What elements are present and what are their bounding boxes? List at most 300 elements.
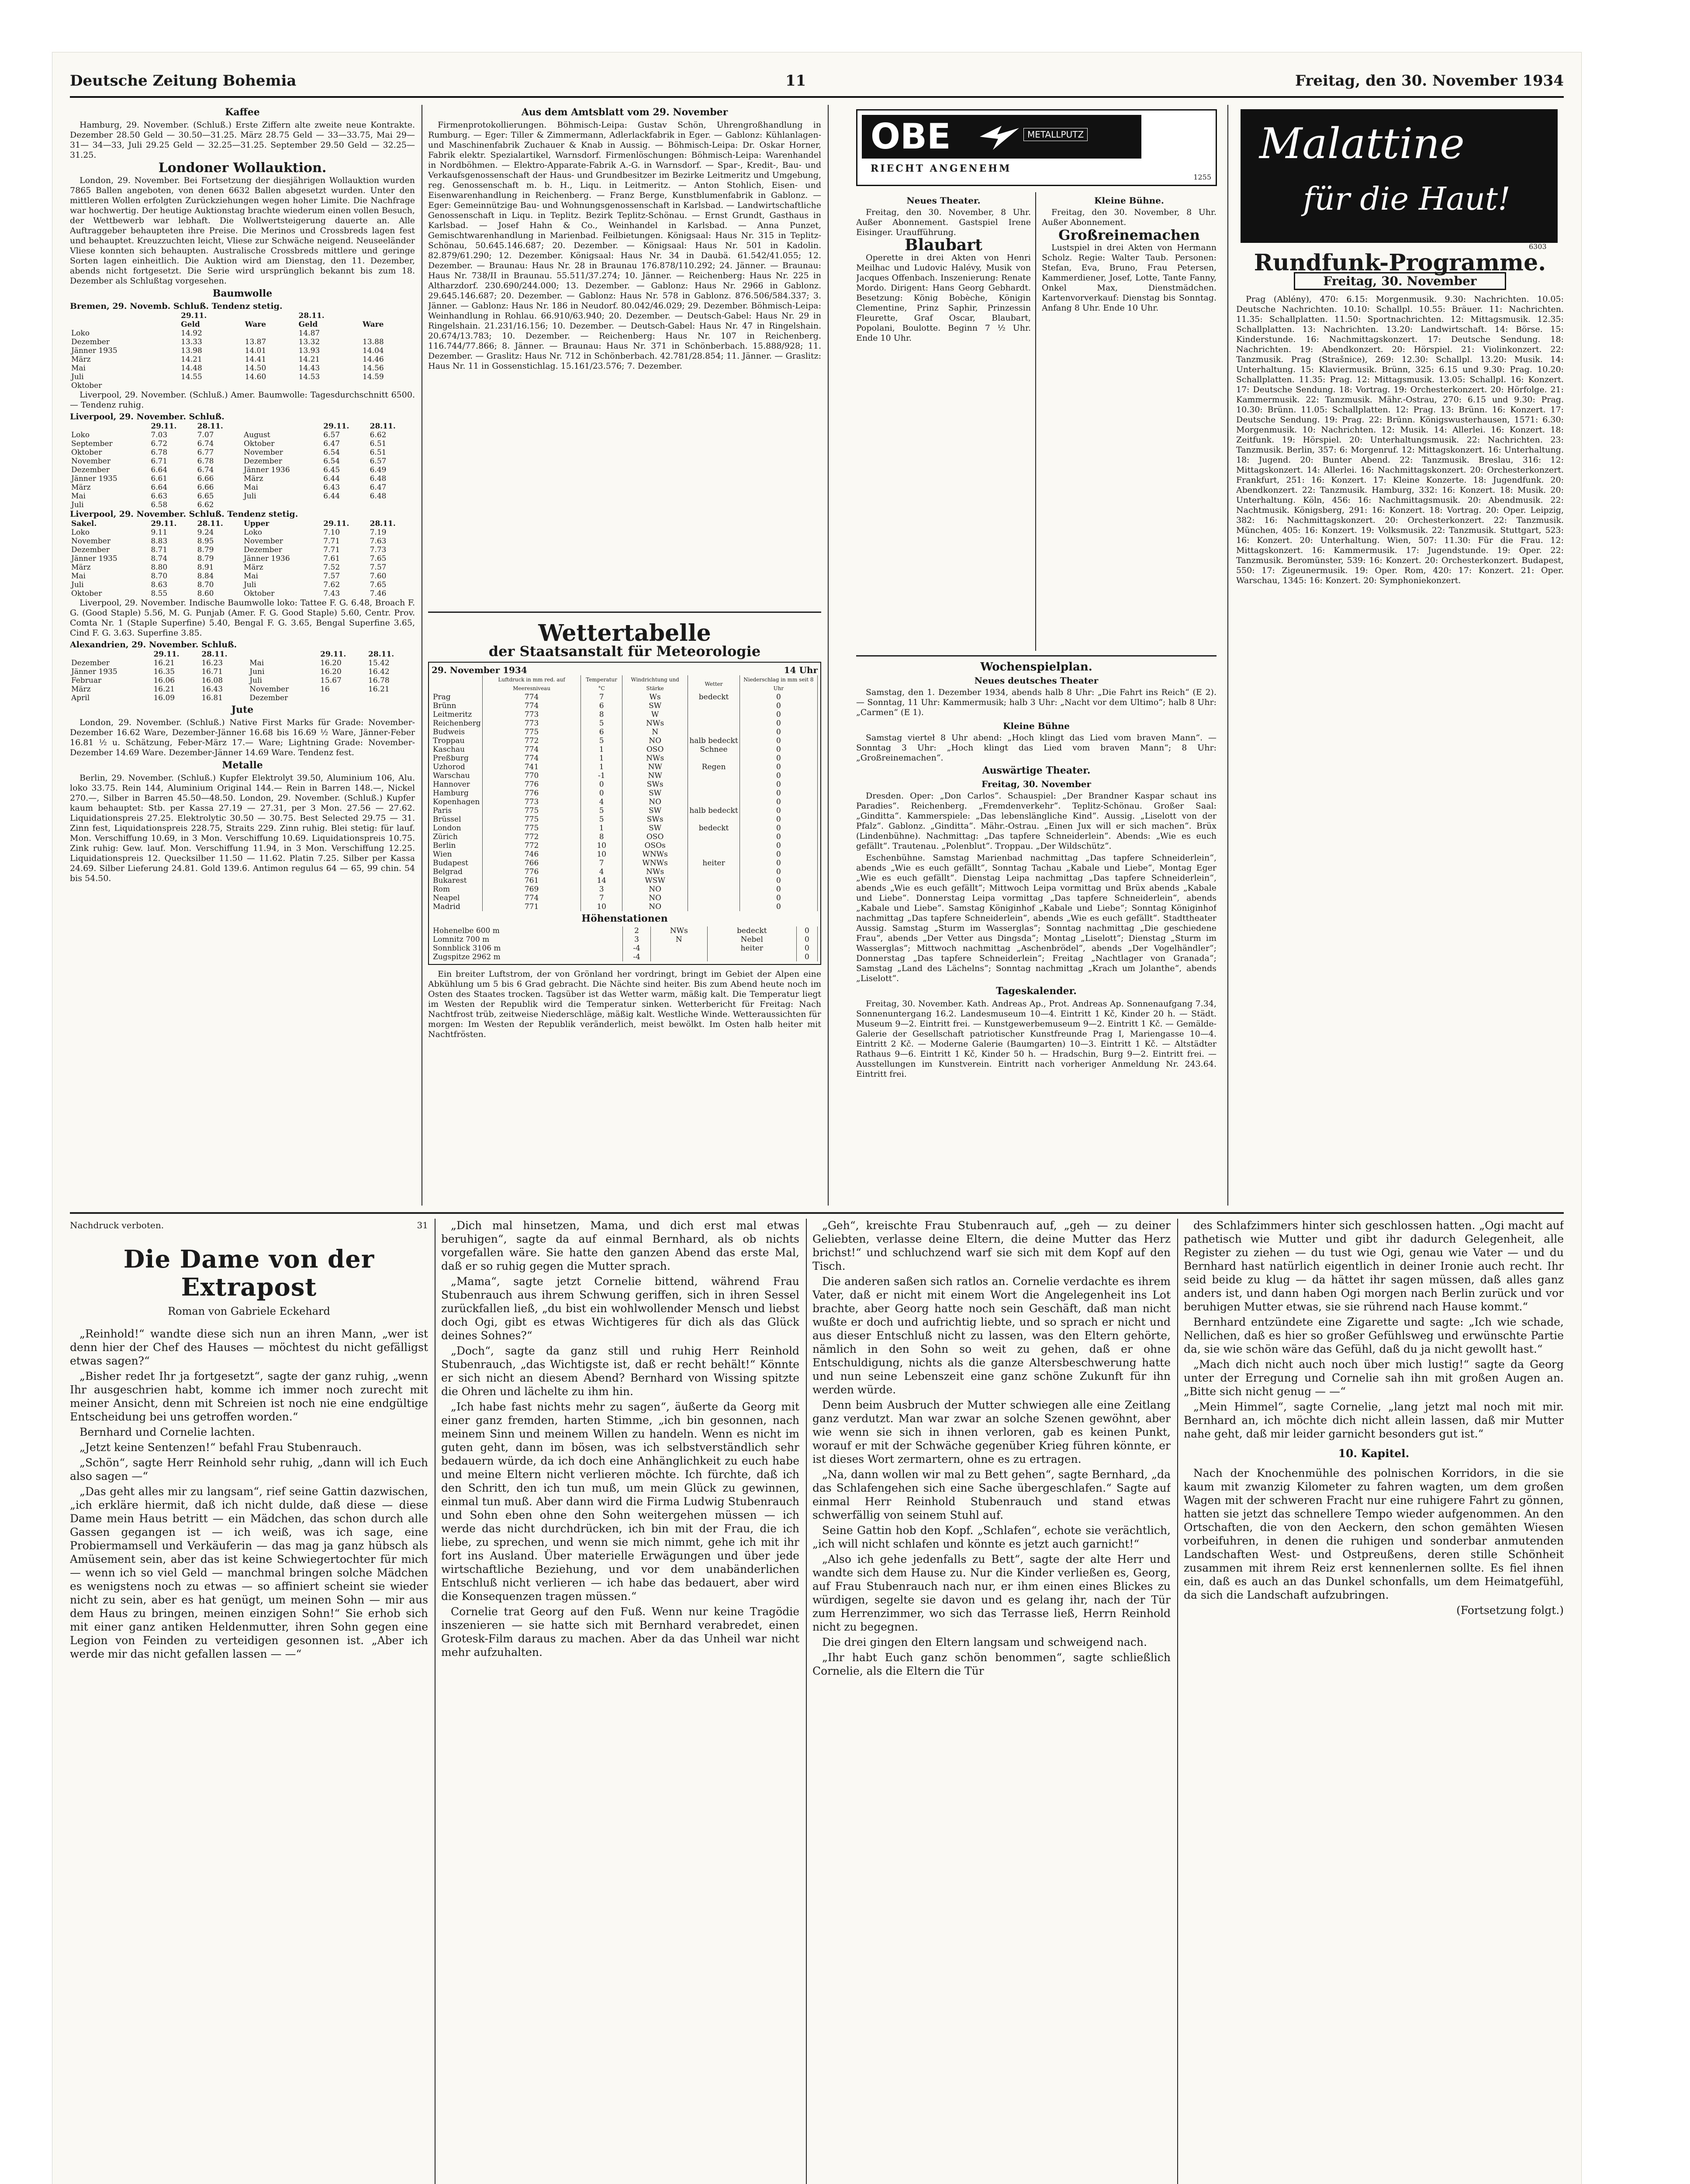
table-cell: November	[71, 537, 111, 546]
table-cell: 8.79	[197, 546, 214, 554]
table-row	[432, 885, 818, 894]
table-cell	[248, 650, 319, 659]
table-cell: 766	[482, 859, 581, 867]
amtsblatt-column	[428, 105, 821, 607]
table-row	[432, 841, 818, 850]
novel-paragraph: Die anderen saßen sich ratlos an. Cornelie verdachte es ihrem Vater, daß er nicht mit einem Wort die Angelegenheit ins Lot brachte, aber Georg hatte noch sein Geschäft, daß man nicht wußte er doch und aufrichtig liebte, und so sprach er nicht und aus dieser Entschluß nicht zu lassen, was den Eltern gehörte, nämlich in den Sohn so weit zu gehen, daß er ohne Entschuldigung, nichts als die ganze Altersbeschwerung hatte und nun seine Lebenszeit eine ganz schöne Zukunft für ihn werden würde.	[812, 1275, 1171, 1396]
table-cell: Brüssel	[432, 815, 482, 824]
table-cell: OSOs	[622, 841, 688, 850]
table-row	[70, 457, 415, 466]
table-cell: 741	[482, 763, 581, 771]
table-cell: 774	[482, 745, 581, 754]
table-row	[70, 448, 415, 457]
table-row	[432, 894, 818, 902]
table-row	[70, 659, 415, 667]
table-cell: 16.09	[153, 694, 175, 702]
table-row	[70, 572, 415, 581]
table-cell: März	[71, 685, 91, 694]
kleine-buehne-title: Kleine Bühne.	[1094, 195, 1164, 206]
table-row	[70, 439, 415, 448]
table-cell: Ware	[245, 320, 266, 329]
table-cell: 6.78	[151, 448, 168, 457]
table-row	[432, 745, 818, 754]
table-cell: Hannover	[432, 780, 482, 789]
table-cell: 6.58	[151, 501, 168, 509]
table-cell: 6.72	[151, 439, 168, 448]
table-cell: März	[243, 474, 263, 483]
table-cell: Februar	[71, 676, 102, 685]
table-cell	[688, 771, 740, 780]
table-cell: Mai	[243, 483, 258, 492]
table-row	[432, 815, 818, 824]
table-cell	[369, 501, 415, 509]
page-header	[70, 66, 1564, 98]
obe-code: 1255	[1193, 173, 1211, 181]
table-header-row	[70, 422, 415, 431]
table-cell: 7.73	[370, 546, 387, 554]
novel-paragraph: „Doch“, sagte da ganz still und ruhig Herr Reinhold Stubenrauch, „das Wichtigste ist, daß er recht behält!“ Könnte er sich nicht an diesem Abend? Bernhard von Wissing spitzte die Ohren und lächelte zu ihm hin.	[441, 1344, 799, 1398]
tageskalender-title: Tageskalender.	[996, 985, 1077, 997]
table-cell: 6.48	[370, 492, 387, 501]
liverpool-2-table	[70, 422, 415, 509]
table-cell: Juli	[249, 676, 262, 685]
column-rule	[1177, 1219, 1178, 2184]
table-cell: Jänner 1935	[71, 474, 118, 483]
table-cell: 28.11.	[298, 311, 325, 320]
table-cell: Ws	[622, 693, 688, 702]
table-cell: Paris	[432, 806, 482, 815]
table-cell: 7.57	[323, 572, 340, 581]
hoehen-table	[432, 926, 818, 961]
table-cell: heiter	[707, 944, 796, 953]
table-header-row	[70, 320, 415, 329]
wolle-title: Londoner Wollauktion.	[158, 160, 327, 176]
table-cell: 775	[482, 815, 581, 824]
table-cell: Hamburg	[432, 789, 482, 798]
table-cell: 16.20	[320, 667, 342, 676]
table-cell: 0	[740, 841, 817, 850]
table-cell: Oktober	[243, 439, 275, 448]
table-row	[432, 710, 818, 719]
table-cell: 6.77	[197, 448, 214, 457]
table-cell: 28.11.	[197, 519, 223, 528]
table-cell: 8.63	[151, 581, 168, 589]
table-cell: 5	[581, 719, 622, 728]
table-row	[432, 763, 818, 771]
table-cell	[688, 867, 740, 876]
table-cell	[688, 702, 740, 710]
table-cell: 29.11.	[323, 422, 349, 431]
table-cell: 16.20	[320, 659, 342, 667]
table-cell: Mai	[71, 364, 86, 373]
table-cell: Ware	[363, 320, 384, 329]
kaffee-title: Kaffee	[225, 107, 260, 118]
table-cell: Warschau	[432, 771, 482, 780]
table-cell: 6.47	[370, 483, 387, 492]
installment-number: 31	[417, 1220, 428, 1230]
table-cell: 10	[581, 850, 622, 859]
table-row	[70, 431, 415, 439]
table-row	[432, 953, 818, 961]
section-rule	[428, 612, 821, 613]
table-cell: 0	[740, 736, 817, 745]
table-row	[432, 736, 818, 745]
table-cell: 13.87	[245, 338, 266, 346]
table-cell: 8.80	[151, 563, 168, 572]
table-row	[70, 501, 415, 509]
kleine-buehne	[1042, 192, 1217, 651]
table-cell: 7.71	[323, 537, 340, 546]
table-cell: 4	[581, 798, 622, 806]
auswaertige-title: Auswärtige Theater.	[982, 765, 1091, 776]
table-cell: 16.42	[368, 667, 390, 676]
table-cell: Regen	[688, 763, 740, 771]
bremen-table	[70, 311, 415, 390]
table-cell: 14.92	[181, 329, 202, 338]
table-cell	[319, 694, 367, 702]
markets-column	[70, 105, 415, 1206]
novel-paragraph: Die drei gingen den Eltern langsam und schweigend nach.	[822, 1636, 1147, 1648]
table-cell: 10	[581, 841, 622, 850]
table-cell: 0	[740, 763, 817, 771]
table-cell: 14.59	[363, 373, 384, 381]
table-cell: 7	[581, 894, 622, 902]
table-cell: WNWs	[622, 850, 688, 859]
table-cell	[244, 329, 297, 338]
table-cell: Brünn	[432, 702, 482, 710]
table-cell: NO	[622, 885, 688, 894]
table-row	[70, 338, 415, 346]
table-cell: 3	[581, 885, 622, 894]
table-cell: 0	[796, 953, 817, 961]
table-cell	[688, 780, 740, 789]
table-row	[432, 780, 818, 789]
table-row	[432, 876, 818, 885]
table-cell: 5	[581, 815, 622, 824]
table-cell: NO	[622, 902, 688, 911]
table-cell: Jänner 1936	[243, 554, 290, 563]
table-row	[432, 754, 818, 763]
table-cell: SW	[622, 789, 688, 798]
table-cell: Nebel	[707, 935, 796, 944]
rundfunk-title: Rundfunk-Programme.	[1254, 253, 1546, 276]
table-cell: 14.53	[298, 373, 320, 381]
malattine-name: Malattine	[1259, 119, 1465, 168]
table-cell: 16.21	[368, 685, 390, 694]
table-cell: 8.60	[197, 589, 214, 598]
novel-paragraph: „Bisher redet Ihr ja fortgesetzt“, sagte der ganz ruhig, „wenn Ihr ausgeschrien habt, komme ich immer noch zurecht mit meiner Ansicht, denn mit Schreien ist noch nie eine endgültige Entscheidung bei uns getroffen worden.“	[70, 1370, 428, 1423]
novel-paragraph: 10. Kapitel.	[1338, 1447, 1410, 1460]
table-cell: 774	[482, 693, 581, 702]
table-cell: 6.66	[197, 483, 214, 492]
novel-paragraph: „Das geht alles mir zu langsam“, rief seine Gattin dazwischen, „ich erkläre hiermit, daß ich nicht dulde, daß diese — diese Dame mein Haus betritt — ein Mädchen, das schon durch alle Gassen gegangen ist — ich weiß, was ich sage, eine Probiermamsell und Verkäuferin — das mag ja ganz hübsch als Amüsement sein, aber das ist keine Schwiegertochter für mich — wenn ich so viel Geld — manchmal bringen solche Mädchen es wenigstens noch zu etwas — so affiniert scheint sie wieder nicht zu sein, aber es hat genügt, um meinen Sohn — mir aus dem Haus zu bringen, meinen einzigen Sohn!“ Sie erhob sich mit einer ganz antiken Heldenmutter, ihren Sohn gegen eine Legion von Feinden zu verteidigen gesonnen ist. „Aber ich werde mir das nicht gefallen lassen — —“	[70, 1485, 428, 1660]
table-cell: 9.24	[197, 528, 214, 537]
table-cell: 7.10	[323, 528, 340, 537]
table-cell: Bukarest	[432, 876, 482, 885]
masthead: Deutsche Zeitung Bohemia	[70, 72, 297, 90]
table-cell: bedeckt	[707, 926, 796, 935]
table-header-row	[70, 311, 415, 320]
table-cell: Dezember	[243, 457, 282, 466]
table-cell: 15.67	[320, 676, 342, 685]
table-cell: 6.48	[370, 474, 387, 483]
table-cell: 16.08	[201, 676, 223, 685]
table-cell: Mai	[71, 572, 86, 581]
novel-paragraph: „Na, dann wollen wir mal zu Bett gehen“, sagte Bernhard, „da das Schlafengehen sich eine Sache übergeschlafen.“ Sagte auf einmal Herr Reinhold Stubenrauch und stand etwas schwerfällig von seinem Stuhl auf.	[812, 1468, 1171, 1521]
table-cell	[361, 329, 415, 338]
table-row	[70, 528, 415, 537]
table-cell: 16.35	[153, 667, 175, 676]
table-cell: 0	[740, 771, 817, 780]
auswaertige-date: Freitag, 30. November	[982, 779, 1091, 789]
table-cell: 6.43	[323, 483, 340, 492]
wettertabelle	[428, 620, 821, 1206]
table-cell: Oktober	[71, 589, 102, 598]
table-cell: bedeckt	[688, 824, 740, 833]
table-cell	[688, 719, 740, 728]
table-row	[432, 935, 818, 944]
novel-paragraph: „Dich mal hinsetzen, Mama, und dich erst mal etwas beruhigen“, sagte da auf einmal Bernhard, als ob nichts vorgefallen wäre. Sie hatte den ganzen Abend das erste Mal, daß er so ruhig gegen die Mutter sprach.	[441, 1219, 799, 1272]
novel-paragraph: „Geh“, kreischte Frau Stubenrauch auf, „geh — zu deiner Geliebten, verlasse deine Eltern, die deine Mutter das Herz brichst!“ und schluchzend warf sie sich mit dem Kopf auf den Tisch.	[812, 1219, 1171, 1272]
table-cell: 6.44	[323, 474, 340, 483]
table-cell: 772	[482, 833, 581, 841]
tageskalender-text: Freitag, 30. November. Kath. Andreas Ap., Prot. Andreas Ap. Sonnenaufgang 7.34, Sonnenuntergang 16.2. Landesmuseum 10—4. Eintritt 1 Kč, Kinder 20 h. — Städt. Museum 9—2. Eintritt frei. — Kunstgewerbemuseum 9—2. Eintritt 1 Kč. — Gemälde-Galerie der Gesellschaft patriotischer Kunstfreunde Prag I, Mariengasse 10—4. Eintritt 2 Kč. — Moderne Galerie (Baumgarten) 10—3. Eintritt 1 Kč. — Altstädter Rathaus 9—6. Eintritt 1 Kč, Kinder 50 h. — Hradschin, Burg 9—2. Eintritt frei. — Ausstellungen im Kunstverein. Eintritt nach vorheriger Anmeldung Nr. 243.64. Eintritt frei.	[856, 999, 1217, 1079]
table-cell: Juli	[71, 373, 84, 381]
table-cell: 16.21	[153, 685, 175, 694]
table-cell: 7.61	[323, 554, 340, 563]
table-cell: Mai	[71, 492, 86, 501]
table-cell: NO	[622, 798, 688, 806]
bremen-line: Bremen, 29. Novemb. Schluß. Tendenz stetig.	[70, 301, 283, 311]
table-cell: Jänner 1936	[243, 466, 290, 474]
table-cell: 776	[482, 789, 581, 798]
table-cell: 774	[482, 894, 581, 902]
table-cell: 16.71	[201, 667, 223, 676]
table-cell: London	[432, 824, 482, 833]
table-cell: Rom	[432, 885, 482, 894]
table-cell: 29.11.	[151, 519, 177, 528]
table-cell: Sonnblick 3106 m	[432, 944, 623, 953]
liverpool-2-line: Liverpool, 29. November. Schluß.	[70, 412, 225, 422]
table-cell: Madrid	[432, 902, 482, 911]
novel-paragraph: Nach der Knochenmühle des polnischen Korridors, in die sie kaum mit zwanzig Kilometer zu fahren wagten, um dem großen Wagen mit der schweren Fracht nur eine ruhigere Fahrt zu gönnen, hatten sie jetzt das schnellere Tempo wieder aufgenommen. An den Ortschaften, die von den Aeckern, den schon gemähten Wiesen vorbeifuhren, in denen die ruhigen und sonderbar anmutenden Landschaften West- und Ostpreußens, deren stille Schönheit zusammen mit ihrem Reiz erst kennenlernen sollte. Es fiel ihnen ein, daß es auch an das Dunkel schonfalls, um dem Heimatgefühl, da sich die Landschaft aufzubringen.	[1184, 1467, 1564, 1601]
table-cell: 0	[796, 944, 817, 953]
novel-paragraph: Bernhard und Cornelie lachten.	[79, 1426, 255, 1438]
table-cell: 13.93	[298, 346, 320, 355]
liverpool-text-1: Liverpool, 29. November. (Schluß.) Amer. Baumwolle: Tagesdurchschnitt 6500. — Tendenz ruhig.	[70, 390, 415, 410]
table-cell: 16.43	[201, 685, 223, 694]
table-cell: 0	[740, 745, 817, 754]
amtsblatt-text: Firmenprotokollierungen. Böhmisch-Leipa: Gustav Schön, Uhrengroßhandlung in Rumburg. — Eger: Tiller & Zimmermann, Adlerlackfabrik in Eger. — Gablonz: Kühlanlagen- und Maschinenfabrik Zuchauer & Knab in Aussig. — Böhmisch-Leipa: Dr. Oskar Horner, Fabrik elektr. Spezialartikel, Warnsdorf. Firmenlöschungen: Böhmisch-Leipa: Warenhandel in Nordböhmen. — Elektro-Apparate-Fabrik A.-G. in Warnsdorf. — Spar-, Kredit-, Bau- und Verkaufsgenossenschaft der Haus- und Grundbesitzer im Bezirke Leitmeritz und Umgebung, reg. Genossenschaft m. b. H., Liqu. in Leitmeritz. — Anton Stohlich, Eisen- und Eisenwarenhandlung in Reichenberg. — Franz Berge, Kunstblumenfabrik in Gablonz. — Eger: Gemeinnützige Bau- und Wohnungsgenossenschaft in Karlsbad. — Landwirtschaftliche Genossenschaft in Liqu. in Teplitz. Bezirk Teplitz-Schönau. — Ernst Grundt, Gasthaus in Karlsbad. — Josef Hahn & Co., Weinhandel in Karlsbad. — Anna Punzet, Gemischtwarenhandlung in Marienbad. Feilbietungen. Königsaal: Haus Nr. 315 in Teplitz-Schönau, 50.645.146.687; 20. Dezember. — Königsaal: Haus Nr. 501 in Kadolin. 82.879/61.290; 12. Dezember. Königsaal: Haus Nr. 34 in Daubä. 61.542/41.055; 12. Dezember. — Braunau: Haus Nr. 28 in Braunau 176.878/110.292; 24. Jänner. — Braunau: Haus Nr. 738/II in Braunau. 55.511/37.274; 10. Jänner. — Reichenberg: Haus Nr. 225 in Altharzdorf. 230.690/244.000; 13. Dezember. — Gablonz: Haus Nr. 2966 in Gablonz. 29.645.146.687; 20. Dezember. — Gablonz: Haus Nr. 578 in Gablonz. 876.506/584.337; 3. Jänner. — Gablonz: Haus Nr. 186 in Neudorf. 80.042/46.029; 29. Dezember. Böhmisch-Leipa: Weinhandlung in Rohlau. 66.910/63.940; 20. Dezember. — Deutsch-Gabel: Haus Nr. 29 in Ringelshain. 21.231/16.156; 10. Dezember. — Deutsch-Gabel: Haus Nr. 47 in Ringelshain. 20.674/13.783; 10. Dezember. — Reichenberg: Haus Nr. 107 in Reichenberg. 116.744/77.866; 8. Jänner. — Braunau: Haus Nr. 371 in Schönberbach. 15.888/928; 11. Dezember. — Graslitz: Haus Nr. 712 in Schönberbach. 42.781/28.854; 11. Jänner. — Graslitz: Haus Nr. 11 in Gossenstichlag. 15.161/23.576; 7. Dezember.	[428, 120, 821, 371]
table-row	[70, 346, 415, 355]
novel-paragraph: „Ihr habt Euch ganz schön benommen“, sagte schließlich Cornelie, als die Eltern die Tür	[812, 1651, 1171, 1677]
table-cell: WNWs	[622, 859, 688, 867]
novel-paragraph: Seine Gattin hob den Kopf. „Schlafen“, echote sie verächtlich, „ich will nicht schlafen und könnte es jetzt auch garnicht!“	[812, 1524, 1171, 1550]
table-cell: 0	[740, 728, 817, 736]
table-cell: 6.78	[197, 457, 214, 466]
lightning-icon	[975, 119, 1023, 154]
table-cell: 13.32	[298, 338, 320, 346]
table-cell: halb bedeckt	[688, 736, 740, 745]
table-cell	[650, 953, 707, 961]
table-cell: 6.51	[370, 448, 387, 457]
obe-advertisement	[856, 109, 1217, 186]
table-cell: 6.49	[370, 466, 387, 474]
table-header-cell: Temperatur °C	[581, 675, 622, 693]
table-cell: OSO	[622, 833, 688, 841]
table-cell: Mai	[243, 572, 258, 581]
nachdruck-note: Nachdruck verboten.	[70, 1220, 164, 1230]
table-cell: August	[243, 431, 270, 439]
novel-paragraph: „Schön“, sagte Herr Reinhold sehr ruhig, „dann will ich Euch also sagen —“	[70, 1456, 428, 1482]
table-cell: 14.43	[298, 364, 320, 373]
wetter-table-box	[428, 662, 821, 965]
table-row	[70, 329, 415, 338]
novel-paragraph: „Mama“, sagte jetzt Cornelie bittend, während Frau Stubenrauch aus ihrem Schwung geriffen, sich in ihren Sessel zurückfallen ließ, „du bist ein wohlwollender Mensch und liebst doch Ogi, gibt es etwas Wichtigeres für dich als das Glück deines Sohnes?“	[441, 1275, 799, 1342]
table-cell	[242, 501, 322, 509]
table-cell: 0	[740, 833, 817, 841]
table-cell: Preßburg	[432, 754, 482, 763]
table-cell: 776	[482, 780, 581, 789]
auswaertige-text: Dresden. Oper: „Don Carlos“. Schauspiel: „Der Brandner Kaspar schaut ins Paradies“. Reichenberg. „Fremdenverkehr“. Teplitz-Schönau. Großer Saal: „Ginditta“. Kammerspiele: „Das lebenslängliche Kind“. Aussig. „Liselott von der Pfalz“. Gablonz. „Ginditta“. Mähr.-Ostrau. „Einen Jux will er sich machen“. Brüx (Lindenbühne). Nachmittag: „Das tapfere Schneiderlein“. Abends: „Wie es euch gefällt“. Trautenau. „Polenblut“. Troppau. „Der Wildschütz“.	[856, 791, 1217, 851]
table-cell: Juli	[243, 581, 256, 589]
table-cell: 9.11	[151, 528, 168, 537]
table-cell: 6.54	[323, 448, 340, 457]
table-cell: April	[71, 694, 90, 702]
wetter-time: 14 Uhr	[784, 665, 818, 675]
table-cell: 6.45	[323, 466, 340, 474]
table-cell: 0	[740, 754, 817, 763]
table-header-row	[432, 675, 818, 693]
table-cell: Wien	[432, 850, 482, 859]
table-cell: 1	[581, 745, 622, 754]
table-cell: 2	[623, 926, 651, 935]
table-row	[70, 474, 415, 483]
novel-paragraph: Denn beim Ausbruch der Mutter schwiegen alle eine Zeitlang ganz verdutzt. Man war zwar an solche Szenen gewöhnt, aber wie wenn sie sich in ihnen verloren, gab es keinen Punkt, worauf er mit der Schwäche gegenüber Krieg führen könnte, er ist dieses Wort zermartern, ohne es zu ertragen.	[812, 1399, 1171, 1465]
table-cell: 7.03	[151, 431, 168, 439]
table-cell: 15.42	[368, 659, 390, 667]
table-cell: 14.50	[245, 364, 266, 373]
table-cell: 29.11.	[151, 422, 177, 431]
rundfunk-programme	[1236, 253, 1564, 1206]
table-row	[70, 483, 415, 492]
table-cell: Berlin	[432, 841, 482, 850]
malattine-advertisement	[1241, 109, 1558, 243]
table-cell: 14.01	[245, 346, 266, 355]
table-cell: 0	[581, 780, 622, 789]
table-cell: NW	[622, 771, 688, 780]
table-cell: OSO	[622, 745, 688, 754]
table-cell: 772	[482, 841, 581, 850]
table-cell: 7.57	[370, 563, 387, 572]
table-cell: 28.11.	[197, 422, 223, 431]
table-cell: Loko	[71, 431, 90, 439]
blaubart-text: Operette in drei Akten von Henri Meilhac und Ludovic Halévy, Musik von Jacques Offenbach. Inszenierung: Renate Mordo. Dirigent: Hans Georg Gebhardt. Besetzung: König Bobèche, Königin Clementine, Prinz Saphir, Prinzessin Fleurette, Graf Oscar, Blaubart, Popolani, Boulotte. Beginn 7 ½ Uhr. Ende 10 Uhr.	[856, 253, 1031, 343]
table-row	[70, 694, 415, 702]
table-row	[432, 771, 818, 780]
table-header-cell: Luftdruck in mm red. auf Meeresniveau	[482, 675, 581, 693]
novel-col1-text	[70, 1327, 428, 1661]
table-cell: 10	[581, 902, 622, 911]
auswaertige-text-2: Eschenbühne. Samstag Marienbad nachmittag „Das tapfere Schneiderlein“, abends „Wie es euch gefällt“, Sonntag Tachau „Kabale und Liebe“, Montag Eger „Wie es euch gefällt“. Dienstag Leipa nachmittag „Das tapfere Schneiderlein“, abends „Wie es euch gefällt“; Mittwoch Leipa vormittag und Brüx abends „Kabale und Liebe“. Donnerstag Leipa vormittag „Das tapfere Schneiderlein“, abends „Kabale und Liebe“. Samstag Königinhof „Kabale und Liebe“; Sonntag Königinhof nachmittag „Das tapfere Schneiderlein“, abends „Wie es euch gefällt“. Stadttheater Aussig. Samstag „Sturm im Wasserglas“; Sonntag nachmittag „Die geschiedene Frau“, abends „Der Vetter aus Dingsda“; Montag „Liselott“; Dienstag „Sturm im Wasserglas“; Mittwoch nachmittag „Aschenbrödel“, abends „Der Vogelhändler“; Donnerstag „Das tapfere Schneiderlein“; Freitag „Nachtlager von Granada“; Samstag „Land des Lächelns“; Sonntag nachmittag „Krach um Jolanthe“, abends „Liselott“.	[856, 853, 1217, 983]
novel-paragraph: „Ich habe fast nichts mehr zu sagen“, äußerte da Georg mit einer ganz fremden, harten Stimme, „ich bin gesonnen, nach meinem Sinn und meinem Willen zu handeln. Wenn es nicht im guten geht, dann im bösen, was ich selbstverständlich sehr bedauern würde, da ich doch eine Anhänglichkeit zu euch habe und meine Eltern nicht verlieren möchte. Ich fürchte, daß ich den Schritt, den ich tun muß, um mein Glück zu gewinnen, einmal tun muß. Aber dann wird die Firma Ludwig Stubenrauch und Sohn eben ohne den Sohn weitergehen müssen — ich werde das nicht durchdrücken, ich bin mit der Frau, die ich liebe, zu sprechen, und wenn sie mich nimmt, gehe ich mit ihr fort ins Ausland. Über materielle Erwägungen und über jede wirtschaftliche Beziehung, und vor dem unabänderlichen Entschluß nicht verlieren — ich habe das bedauert, aber wird die Konsequenzen tragen müssen.“	[441, 1400, 799, 1603]
table-cell: Dezember	[71, 466, 110, 474]
table-cell: November	[243, 537, 283, 546]
column-rule	[1035, 192, 1036, 651]
table-cell: 7	[581, 859, 622, 867]
table-cell: 14.55	[181, 373, 202, 381]
novel-column-4	[1184, 1219, 1564, 2184]
novel-paragraph: „Reinhold!“ wandte diese sich nun an ihren Mann, „wer ist denn hier der Chef des Hauses — möchtest du nicht gefälligst etwas sagen?“	[70, 1327, 428, 1367]
table-cell: 1	[581, 824, 622, 833]
liverpool-3-line: Liverpool, 29. November. Schluß. Tendenz stetig.	[70, 509, 298, 519]
wetter-text: Ein breiter Luftstrom, der von Grönland her vordringt, bringt im Gebiet der Alpen eine Abkühlung um 5 bis 6 Grad gebracht. Die Nächte sind heiter. Bis zum Abend heute noch im Osten des Staates trocken. Tagsüber ist das Wetter warm, mäßig kalt. Die Temperatur liegt im Westen der Republik wird die Temperatur sinken. Wetterbericht für Freitag: Nach Nachtfrost trüb, zeitweise Niederschläge, mäßig kalt. Westliche Winde. Wetteraussichten für morgen: Im Westen der Republik veränderlich, meist bewölkt. Im Osten halb heiter mit Nachtfrösten.	[428, 969, 821, 1039]
table-cell: Oktober	[71, 381, 102, 390]
table-cell: WSW	[622, 876, 688, 885]
table-row	[432, 798, 818, 806]
table-row	[432, 926, 818, 935]
baumwolle-title: Baumwolle	[212, 288, 273, 299]
column-rule	[806, 1219, 807, 2184]
table-cell: Juli	[71, 501, 84, 509]
table-cell: halb bedeckt	[688, 806, 740, 815]
table-cell: 775	[482, 806, 581, 815]
wolle-text: London, 29. November. Bei Fortsetzung der diesjährigen Wollauktion wurden 7865 Ballen angeboten, von denen 6632 Ballen abgesetzt wurden. Unter den mittleren Wollen erfolgten Zurückziehungen wegen hoher Limite. Die Nachfrage war hochwertig. Der heutige Auktionstag brachte wiederum einen vollen Besuch, der Wettbewerb war lebhaft. Die Wollwertsteigerung dauerte an. Alle Auftraggeber behaupteten ihre Preise. Die Merinos und Crossbreds lagen fest und behauptet. Kreuzzuchten leicht, Vliese zur Schwäche neigend. Neuseeländer Vliese konnten sich behaupten. Australische Crossbreds mittlere und geringe Sorten lagen einheitlich. Die Auktion wird am Dienstag, den 11. Dezember, abends nicht fortgesetzt. Die Serie wird ursprünglich bekannt bis zum 18. Dezember als Schlußtag vorgesehen.	[70, 176, 415, 286]
table-cell	[432, 675, 482, 693]
novel-title: Die Dame von der Extrapost	[123, 1245, 375, 1302]
wetter-table	[432, 675, 818, 911]
malattine-slogan: für die Haut!	[1303, 180, 1510, 217]
table-cell	[707, 953, 796, 961]
table-header-cell: Niederschlag in mm seit 8 Uhr	[740, 675, 817, 693]
table-cell: Geld	[181, 320, 200, 329]
table-cell	[322, 501, 368, 509]
table-cell: 7.46	[370, 589, 387, 598]
table-cell	[242, 422, 322, 431]
rundfunk-text: Prag (Ablény), 470: 6.15: Morgenmusik. 9.30: Nachrichten. 10.05: Deutsche Nachrichten. 10.10: Schallpl. 10.55: Bräuer. 11: Nachrichten. 11.35: Schallplatten. 11.50: Sportnachrichten. 12: Mittagsmusik. 12.35: Schallplatten. 13: Nachrichten. 13.20: Landwirtschaft. 14: Börse. 15: Kinderstunde. 16: Nachmittagskonzert. 17: Deutsche Sendung. 18: Nachrichten. 19: Abendkonzert. 20: Hörspiel. 21: Violinkonzert. 22: Tanzmusik. Prag (Strašnice), 269: 12.30: Schallpl. 13.20: Musik. 14: Unterhaltung. 15: Klaviermusik. Brünn, 325: 6.15 und 9.30: Prag. 10.20: Schallplatten. 11.35: Prag. 12: Mittagsmusik. 13.05: Schallpl. 16: Konzert. 17: Deutsche Sendung. 18: Vortrag. 19: Orchesterkonzert. 20: Hörfolge. 21: Kammermusik. 22: Tanzmusik. Mähr.-Ostrau, 270: 6.15 und 9.30: Prag. 10.30: Brünn. 11.05: Schallplatten. 12: Prag. 13: Brünn. 16: Konzert. 17: Deutsche Sendung. 19: Prag. 22: Brünn. Königswusterhausen, 1571: 6.30: Morgenmusik. 10: Nachrichten. 12: Musik. 14: Allerlei. 16: Konzert. 18: Zeitfunk. 19: Hörspiel. 20: Unterhaltungsmusik. 22: Nachrichten. 23: Tanzmusik. Berlin, 357: 6: Morgenruf. 12: Mittagskonzert. 16: Unterhaltung. 18: Jugend. 20: Bunter Abend. 22: Tanzmusik. Breslau, 316: 12: Mittagskonzert. 14: Allerlei. 16: Nachmittagskonzert. 20: Orchesterkonzert. Frankfurt, 251: 16: Konzert. 17: Kleine Konzerte. 18: Jugendfunk. 20: Abendkonzert. 22: Tanzmusik. Hamburg, 332: 16: Konzert. 18: Musik. 20: Unterhaltung. Köln, 456: 16: Nachmittagsmusik. 20: Abendmusik. 22: Nachtmusik. Königsberg, 291: 16: Konzert. 18: Vortrag. 20: Oper. Leipzig, 382: 16: Nachmittagskonzert. 20: Orchesterkonzert. 22: Tanzmusik. München, 405: 16: Konzert. 19: Volksmusik. 22: Tanzmusik. Stuttgart, 523: 16: Konzert. 20: Unterhaltung. Wien, 507: 11.30: Für die Frau. 12: Mittagskonzert. 16: Kammermusik. 17: Jugendstunde. 19: Oper. 22: Tanzmusik. Beromünster, 539: 16: Konzert. 20: Orchesterkonzert. Budapest, 550: 17: Zigeunermusik. 19: Oper. Rom, 420: 17: Konzert. 21: Oper. Warschau, 1345: 16: Konzert. 20: Symphoniekonzert.	[1236, 294, 1564, 585]
table-cell: Oktober	[243, 589, 275, 598]
grossreinemachen-text: Lustspiel in drei Akten von Hermann Scholz. Regie: Walter Taub. Personen: Stefan, Eva, Bruno, Frau Petersen, Kammerdiener, Josef, Lotte, Tante Fanny, Onkel Max, Dienstmädchen. Kartenvorverkauf: Dienstag bis Sonntag. Anfang 8 Uhr. Ende 10 Uhr.	[1042, 243, 1217, 313]
table-cell: 6.57	[323, 431, 340, 439]
table-cell: 6.74	[197, 439, 214, 448]
table-cell: 14.46	[363, 355, 384, 364]
table-cell: Dezember	[71, 546, 110, 554]
table-cell	[70, 422, 149, 431]
table-header-row	[70, 519, 415, 528]
wetter-date: 29. November 1934	[432, 665, 527, 675]
table-cell: 28.11.	[370, 519, 396, 528]
table-cell: NWs	[622, 754, 688, 763]
table-cell	[688, 876, 740, 885]
table-cell: 773	[482, 710, 581, 719]
malattine-code: 6303	[1529, 242, 1547, 251]
table-cell: 7.65	[370, 581, 387, 589]
table-cell: 0	[796, 926, 817, 935]
alexandrien-table	[70, 650, 415, 702]
table-cell: Budapest	[432, 859, 482, 867]
table-cell: 7.52	[323, 563, 340, 572]
table-cell: Mai	[249, 659, 264, 667]
table-cell: 7.63	[370, 537, 387, 546]
table-cell: Prag	[432, 693, 482, 702]
table-row	[70, 554, 415, 563]
table-cell: September	[71, 439, 113, 448]
novel-col2-text	[441, 1219, 799, 1659]
table-cell: 6.47	[323, 439, 340, 448]
table-cell: 7.71	[323, 546, 340, 554]
table-row	[432, 789, 818, 798]
table-cell: Dezember	[71, 338, 110, 346]
